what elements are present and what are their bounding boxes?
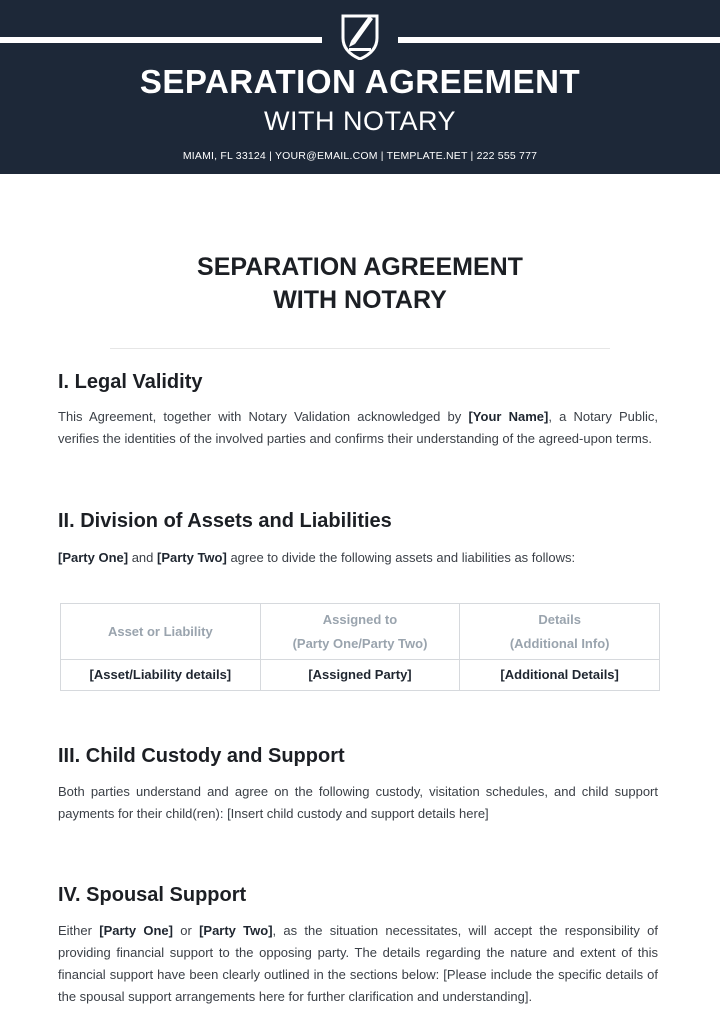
header-line: (Party One/Party Two): [292, 635, 428, 651]
section-spousal-support: [58, 882, 658, 1008]
section-heading: III. Child Custody and Support: [58, 745, 345, 767]
placeholder-party-two: [Party Two]: [157, 550, 227, 565]
table-cell: [Additional Details]: [460, 660, 660, 691]
header-rule-right: [398, 37, 720, 43]
paragraph-text: and: [128, 550, 157, 565]
header-line: Asset or Liability: [107, 623, 213, 639]
table-cell: [Assigned Party]: [260, 660, 460, 691]
section-heading: II. Division of Assets and Liabilities: [58, 510, 392, 532]
paragraph-text: This Agreement, together with Notary Validation acknowledged by: [58, 409, 469, 424]
notary-seal-pen-icon: [339, 8, 381, 60]
paragraph-text: , a Notary Public, verifies the identities of the involved parties and confirms their understanding of the agreed-upon terms.: [58, 409, 659, 446]
document-title: [0, 251, 720, 317]
table-header-cell: [260, 604, 460, 660]
placeholder-party-one: [Party One]: [58, 550, 129, 565]
paragraph-text: , as the situation necessitates, will accept the responsibility of providing financial support to the opposing party. The details regarding the nature and extent of this financial support have been clearly outlined in the sections below: [Please include the specific details of the spousal support arrangements here for further clarification and understanding].: [58, 923, 659, 1004]
table-header-cell: [460, 604, 660, 660]
table-row: [61, 660, 660, 691]
header-rule-left: [0, 37, 322, 43]
section-heading: IV. Spousal Support: [58, 884, 247, 906]
header-line: Assigned to: [322, 611, 398, 627]
section-paragraph: [58, 547, 658, 569]
title-divider: [110, 348, 610, 349]
section-paragraph: [58, 920, 658, 1008]
table-header-row: [61, 604, 660, 660]
section-child-custody: [58, 743, 658, 825]
document-title-line1: SEPARATION AGREEMENT: [197, 253, 523, 281]
header-line: (Additional Info): [509, 635, 610, 651]
paragraph-text: agree to divide the following assets and liabilities as follows:: [226, 550, 576, 565]
section-paragraph: [58, 406, 658, 450]
placeholder-party-one: [Party One]: [99, 923, 173, 938]
placeholder-your-name: [Your Name]: [468, 409, 549, 424]
assets-liabilities-table: [60, 603, 660, 691]
paragraph-text: or: [172, 923, 200, 938]
header-contact-info: MIAMI, FL 33124 | YOUR@EMAIL.COM | TEMPLATE.NET | 222 555 777: [182, 150, 538, 162]
document-header: [0, 0, 720, 174]
document-title-line2: WITH NOTARY: [273, 286, 447, 314]
header-line: Details: [538, 611, 581, 627]
section-paragraph: Both parties understand and agree on the following custody, visitation schedules, and child support payments for their child(ren): [Insert child custody and support details here]: [58, 784, 658, 821]
section-heading: I. Legal Validity: [58, 371, 203, 393]
placeholder-party-two: [Party Two]: [199, 923, 273, 938]
header-title: SEPARATION AGREEMENT: [139, 63, 581, 100]
table-header-cell: [61, 604, 261, 660]
paragraph-text: Either: [58, 923, 100, 938]
section-legal-validity: [58, 369, 658, 450]
header-subtitle: WITH NOTARY: [264, 106, 456, 136]
table-cell: [Asset/Liability details]: [61, 660, 261, 691]
section-division-assets: [58, 508, 658, 569]
